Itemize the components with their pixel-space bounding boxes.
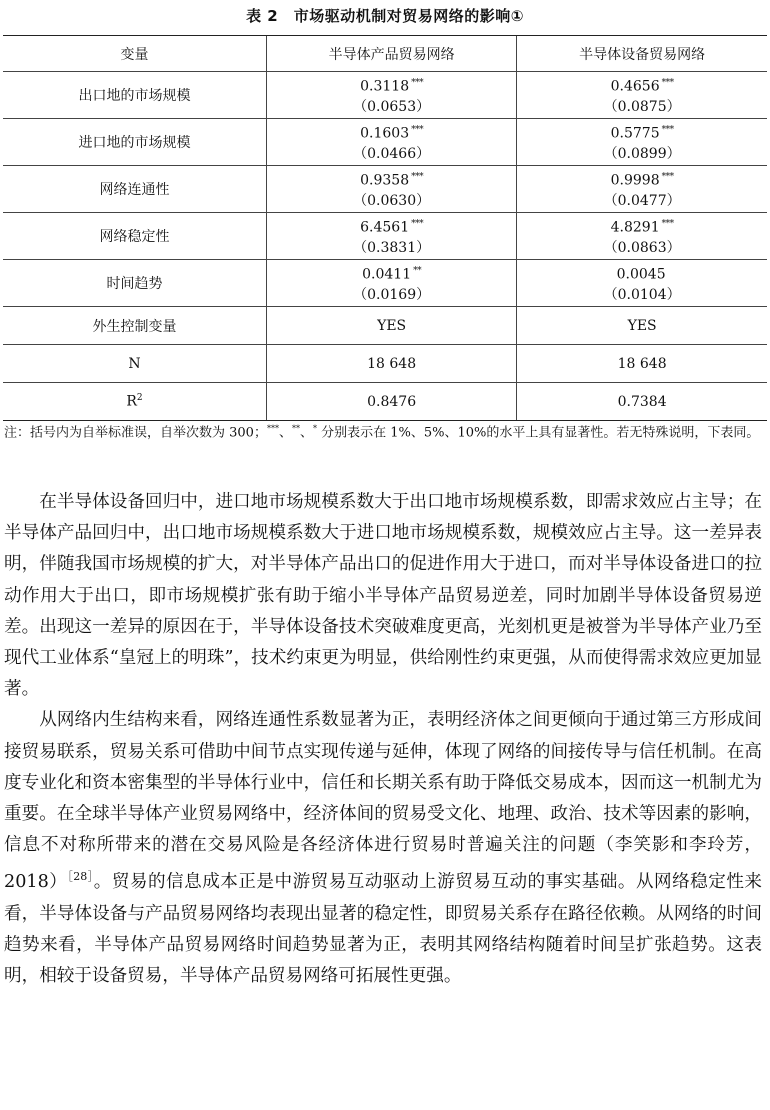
coef-value: 0.1603 [360, 125, 410, 142]
product-cell [267, 119, 517, 166]
standard-error: （0.0899） [603, 145, 681, 162]
equipment-cell: YES [517, 307, 767, 345]
standard-error: （0.0466） [353, 145, 431, 162]
header-variable: 变量 [3, 36, 267, 72]
coef-value: 6.4561 [360, 219, 410, 236]
equipment-cell [517, 119, 767, 166]
equipment-cell [517, 213, 767, 260]
row-label: 网络连通性 [3, 166, 267, 213]
header-product-network: 半导体产品贸易网络 [267, 36, 517, 72]
coef-value: 0.5775 [610, 125, 660, 142]
table-row-n [3, 345, 767, 383]
table-row [3, 260, 767, 307]
citation-ref: ［28］ [67, 870, 94, 884]
table-note [4, 418, 766, 443]
body-text [4, 487, 762, 992]
note-sep: 、 [278, 425, 292, 441]
note-stars-1: * [312, 424, 317, 433]
table-row [3, 213, 767, 260]
product-cell [267, 213, 517, 260]
row-label [3, 383, 267, 421]
note-stars-3: *** [266, 424, 279, 433]
equipment-cell [517, 260, 767, 307]
equipment-cell [517, 166, 767, 213]
significance-stars: *** [411, 125, 424, 136]
standard-error: （0.0863） [603, 239, 681, 256]
product-cell: 18 648 [267, 345, 517, 383]
significance-stars: *** [411, 78, 424, 89]
standard-error: （0.0630） [353, 192, 431, 209]
coef-value: 0.9998 [610, 172, 660, 189]
paragraph [4, 705, 762, 992]
coef-value: 0.0045 [616, 266, 666, 283]
standard-error: （0.3831） [353, 239, 431, 256]
note-sep: 、 [299, 425, 313, 441]
note-stars-2: ** [291, 424, 300, 433]
product-cell [267, 166, 517, 213]
row-label: 时间趋势 [3, 260, 267, 307]
standard-error: （0.0653） [353, 98, 431, 115]
significance-stars: *** [661, 219, 674, 230]
table-row [3, 119, 767, 166]
standard-error: （0.0104） [603, 286, 681, 303]
row-label: 出口地的市场规模 [3, 72, 267, 119]
table-row-controls [3, 307, 767, 345]
standard-error: （0.0875） [603, 98, 681, 115]
regression-table [3, 35, 767, 421]
table-caption: 表 2 市场驱动机制对贸易网络的影响① [246, 7, 524, 25]
paragraph-text: 。贸易的信息成本正是中游贸易互动驱动上游贸易互动的事实基础。从网络稳定性来看，半导体设备与产品贸易网络均表现出显著的稳定性，即贸易关系存在路径依赖。从网络的时间趋势来看，半导体产品贸易网络时间趋势显著为正，表明其网络结构随着时间呈扩张趋势。这表明，相较于设备贸易，半导体产品贸易网络可拓展性更强。 [4, 872, 762, 986]
significance-stars: *** [661, 78, 674, 89]
row-label: 进口地的市场规模 [3, 119, 267, 166]
table-row [3, 166, 767, 213]
header-equipment-network: 半导体设备贸易网络 [517, 36, 767, 72]
significance-stars: *** [411, 172, 424, 183]
significance-stars: ** [413, 266, 422, 277]
standard-error: （0.0169） [353, 286, 431, 303]
product-cell [267, 260, 517, 307]
paragraph-text: 从网络内生结构来看，网络连通性系数显著为正，表明经济体之间更倾向于通过第三方形成间接贸易联系，贸易关系可借助中间节点实现传递与延伸，体现了网络的间接传导与信任机制。在高度专业化和资本密集型的半导体行业中，信任和长期关系有助于降低交易成本，因而这一机制尤为重要。在全球半导体产业贸易网络中，经济体间的贸易受文化、地理、政治、技术等因素的影响，信息不对称所带来的潜在交易风险是各经济体进行贸易时普遍关注的问题（李笑影和李玲芳，2018） [4, 710, 762, 893]
product-cell [267, 72, 517, 119]
note-lead: 注：括号内为自举标准误，自举次数为 300； [4, 425, 267, 441]
product-cell: YES [267, 307, 517, 345]
equipment-cell: 18 648 [517, 345, 767, 383]
significance-stars: *** [411, 219, 424, 230]
coef-value: 0.9358 [360, 172, 410, 189]
row-label: N [3, 345, 267, 383]
r2-label: R [126, 393, 137, 410]
coef-value: 4.8291 [610, 219, 660, 236]
table-header-row [3, 36, 767, 72]
note-tail: 分别表示在 1%、5%、10%的水平上具有显著性。若无特殊说明，下表同。 [316, 425, 760, 441]
row-label: 网络稳定性 [3, 213, 267, 260]
r2-superscript: 2 [136, 393, 143, 404]
equipment-cell [517, 72, 767, 119]
paragraph: 在半导体设备回归中，进口地市场规模系数大于出口地市场规模系数，即需求效应占主导；在半导体产品回归中，出口地市场规模系数大于进口地市场规模系数，规模效应占主导。这一差异表明，伴随我国市场规模的扩大，对半导体产品出口的促进作用大于进口，而对半导体设备进口的拉动作用大于出口，即市场规模扩张有助于缩小半导体产品贸易逆差，同时加剧半导体设备贸易逆差。出现这一差异的原因在于，半导体设备技术突破难度更高，光刻机更是被誉为半导体产业乃至现代工业体系“皇冠上的明珠”，技术约束更为明显，供给刚性约束更强，从而使得需求效应更加显著。 [4, 492, 762, 700]
significance-stars: *** [661, 172, 674, 183]
coef-value: 0.4656 [610, 78, 660, 95]
coef-value: 0.3118 [360, 78, 410, 95]
table-row-r2 [3, 383, 767, 421]
table-row [3, 72, 767, 119]
standard-error: （0.0477） [603, 192, 681, 209]
coef-value: 0.0411 [362, 266, 412, 283]
product-cell: 0.8476 [267, 383, 517, 421]
row-label: 外生控制变量 [3, 307, 267, 345]
equipment-cell: 0.7384 [517, 383, 767, 421]
significance-stars: *** [661, 125, 674, 136]
